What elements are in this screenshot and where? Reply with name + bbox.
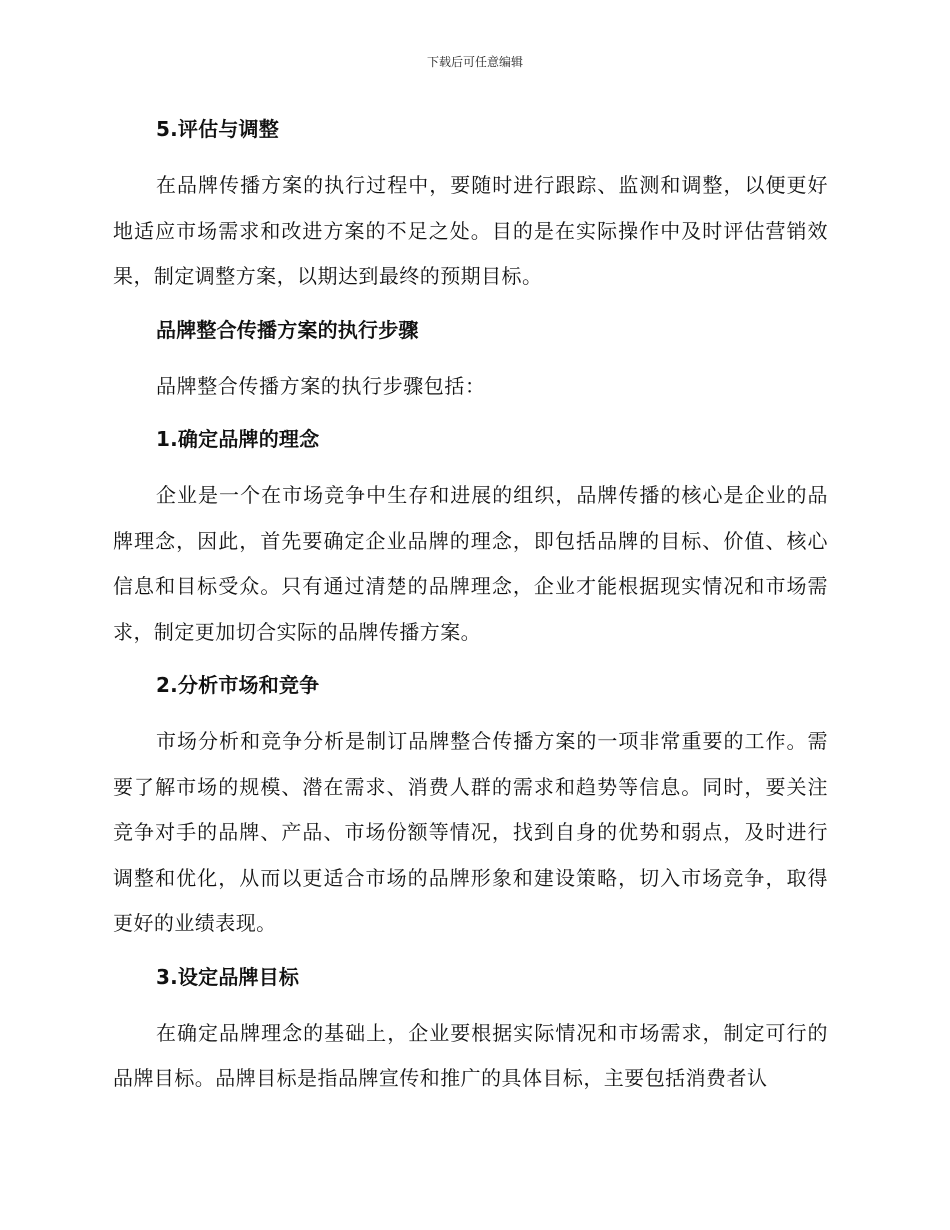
spacer (113, 947, 828, 959)
section-heading: 5.评估与调整 (156, 117, 279, 141)
spacer (113, 409, 828, 421)
section-heading: 品牌整合传播方案的执行步骤 (156, 317, 419, 342)
section-paragraph: 在确定品牌理念的基础上，企业要根据实际情况和市场需求，制定可行的品牌目标。品牌目标是指品牌宣传和推广的具体目标，主要包括消费者认 (113, 1020, 828, 1090)
header-note: 下载后可任意编辑 (426, 55, 523, 69)
section-paragraph: 在品牌传播方案的执行过程中，要随时进行跟踪、监测和调整，以便更好地适应市场需求和改进方案的不足之处。目的是在实际操作中及时评估营销效果，制定调整方案，以期达到最终的预期目标。 (113, 173, 828, 288)
document-body (113, 111, 828, 1102)
section-paragraph: 品牌整合传播方案的执行步骤包括： (156, 373, 486, 398)
spacer (113, 655, 828, 667)
spacer (113, 457, 828, 473)
section-heading: 1.确定品牌的理念 (156, 427, 320, 451)
section-heading: 3.设定品牌目标 (156, 964, 300, 989)
section-heading: 2.分析市场和竞争 (156, 673, 320, 697)
spacer (113, 147, 828, 163)
spacer (113, 348, 828, 364)
spacer (113, 703, 828, 719)
spacer (113, 995, 828, 1011)
section-paragraph: 企业是一个在市场竞争中生存和进展的组织，品牌传播的核心是企业的品牌理念，因此，首先要确定企业品牌的理念，即包括品牌的目标、价值、核心信息和目标受众。只有通过清楚的品牌理念，企业才能根据现实情况和市场需求，制定更加切合实际的品牌传播方案。 (113, 483, 828, 644)
spacer (113, 300, 828, 312)
section-paragraph: 市场分析和竞争分析是制订品牌整合传播方案的一项非常重要的工作。需要了解市场的规模、潜在需求、消费人群的需求和趋势等信息。同时，要关注竞争对手的品牌、产品、市场份额等情况，找到自身的优势和弱点，及时进行调整和优化，从而以更适合市场的品牌形象和建设策略，切入市场竞争，取得更好的业绩表现。 (113, 729, 828, 935)
